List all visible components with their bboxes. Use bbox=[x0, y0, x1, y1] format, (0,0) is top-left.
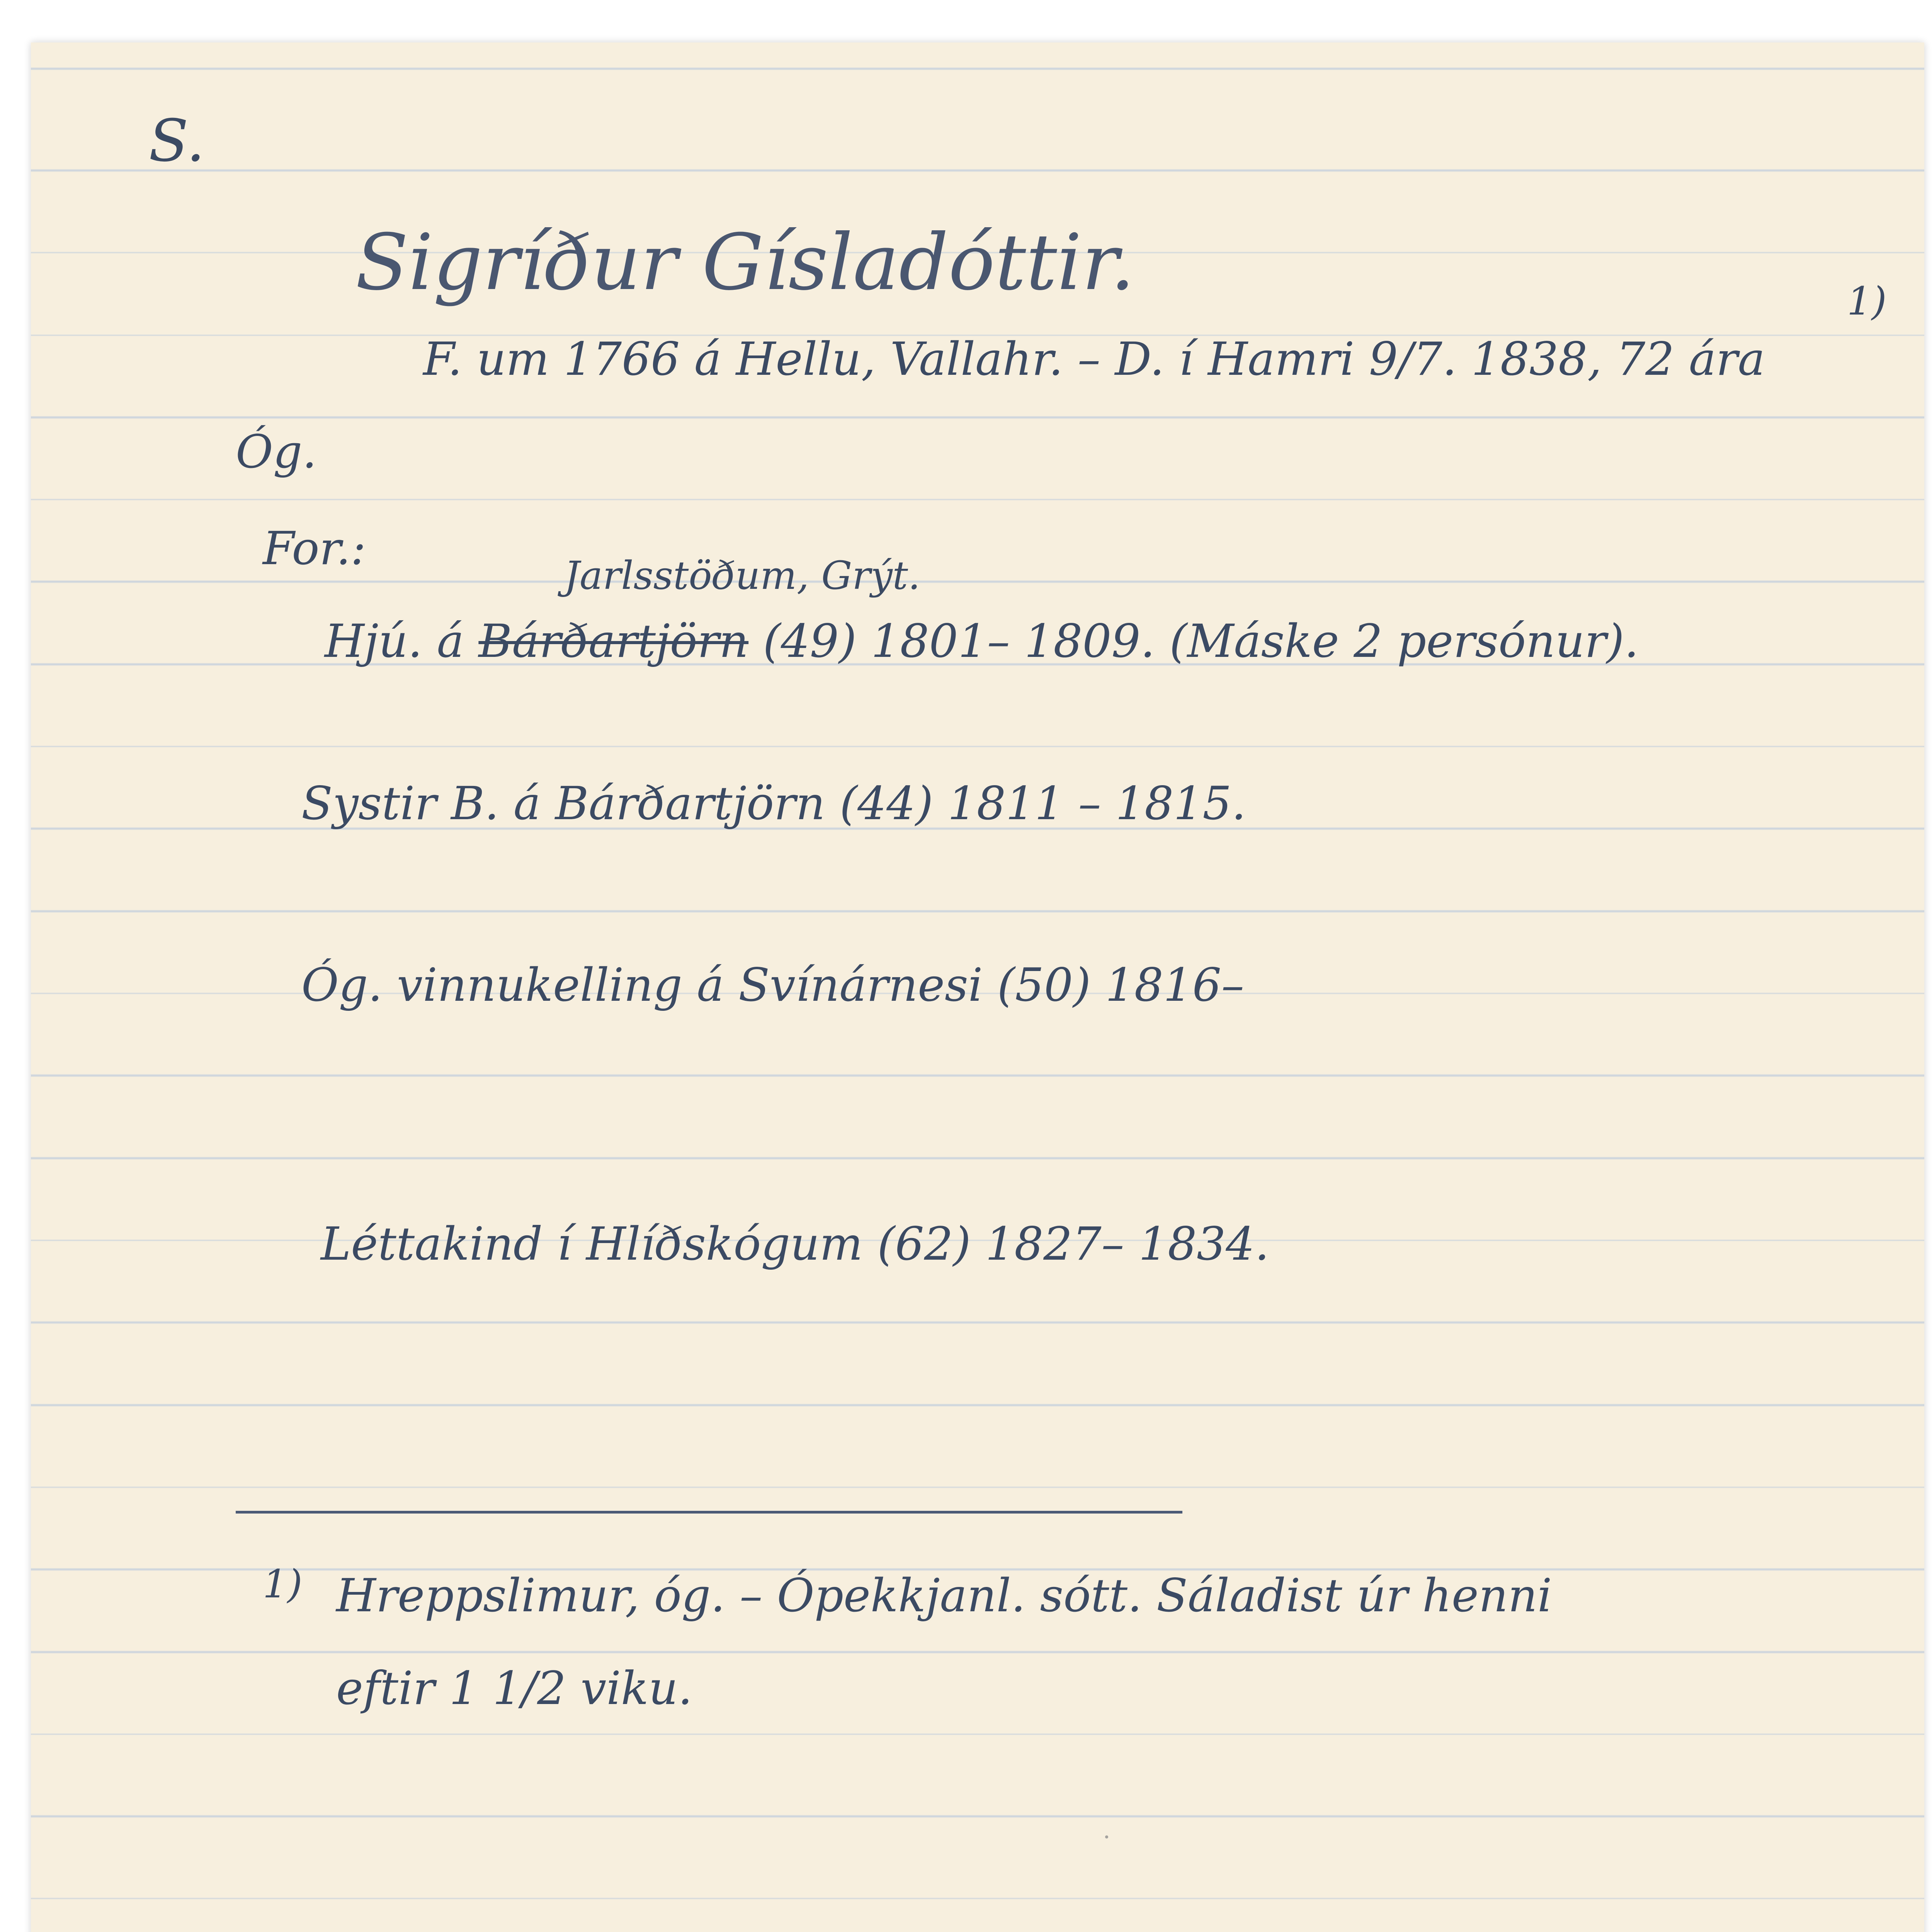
footnote-line-1: Hreppslimur, óg. – Ópekkjanl. sótt. Sáladist úr henni bbox=[336, 1569, 1552, 1622]
footnote-divider bbox=[236, 1511, 1182, 1514]
residence-heading: For.: bbox=[263, 522, 366, 575]
entry-lettakind: Léttakind í Hlíðskógum (62) 1827– 1834. bbox=[321, 1217, 1269, 1270]
entry-systir: Systir B. á Bárðartjörn (44) 1811 – 1815. bbox=[301, 777, 1246, 830]
corner-letter: S. bbox=[149, 107, 205, 175]
inserted-correction: Jarlsstöðum, Grýt. bbox=[564, 553, 920, 598]
entry-hju-rest: (49) 1801– 1809. (Máske 2 persónur). bbox=[763, 614, 1639, 668]
entry-vinnukelling: Óg. vinnukelling á Svínárnesi (50) 1816– bbox=[301, 958, 1244, 1012]
person-name: Sigríður Gísladóttir. bbox=[355, 218, 1135, 308]
marital-status: Óg. bbox=[236, 425, 317, 478]
entry-hju-prefix: Hjú. á bbox=[325, 614, 464, 668]
footnote-line-2: eftir 1 1/2 viku. bbox=[336, 1662, 692, 1715]
document-page bbox=[31, 43, 1924, 1932]
entry-hju bbox=[325, 614, 1639, 668]
footnote-reference: 1) bbox=[1847, 279, 1887, 324]
birth-death-line: F. um 1766 á Hellu, Vallahr. – D. í Hamri 9/7. 1838, 72 ára bbox=[423, 332, 1765, 386]
paper-speck bbox=[1105, 1835, 1108, 1838]
entry-hju-struck-place: Bárðartjörn bbox=[478, 614, 749, 668]
footnote-number: 1) bbox=[263, 1561, 303, 1607]
